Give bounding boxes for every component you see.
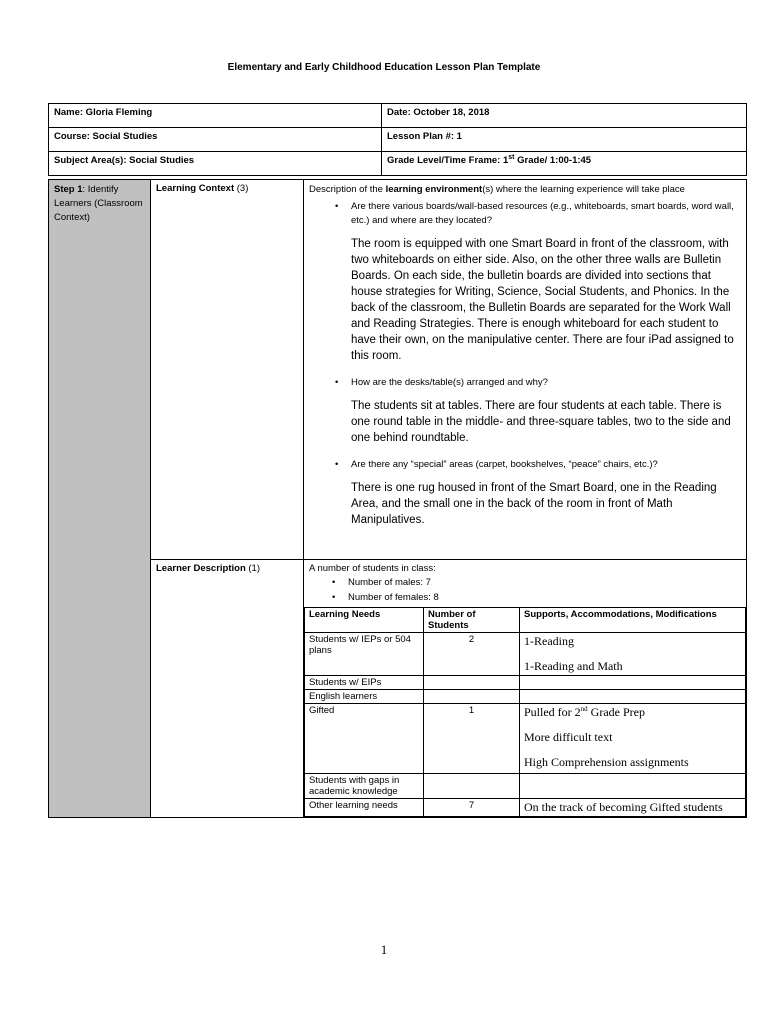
row-other-num: 7 bbox=[424, 799, 520, 817]
row-eips-num bbox=[424, 676, 520, 690]
learning-context-cell bbox=[151, 180, 304, 560]
answer-special-areas: There is one rug housed in front of the Smart Board, one in the Reading Area, and the small one in the back of the room in front of Math Manipulatives. bbox=[351, 482, 717, 526]
ieps-support-2: 1-Reading and Math bbox=[524, 659, 623, 673]
question-list-3 bbox=[309, 458, 741, 472]
row-ieps-need: Students w/ IEPs or 504 plans bbox=[305, 633, 424, 676]
question-boards: • Are there various boards/wall-based resources (e.g., whiteboards, smart boards, word wall, etc.) and where are they located? bbox=[335, 200, 741, 228]
learner-description-cell bbox=[151, 560, 304, 818]
row-gaps-num bbox=[424, 774, 520, 799]
learning-context-label: Learning Context bbox=[156, 183, 235, 194]
ieps-support-1: 1-Reading bbox=[524, 634, 574, 648]
row-english-need: English learners bbox=[305, 690, 424, 704]
males-count: • Number of males: 7 bbox=[332, 576, 746, 590]
name-cell: Name: Gloria Fleming bbox=[49, 104, 382, 128]
row-eips-supports bbox=[520, 676, 746, 690]
row-english-supports bbox=[520, 690, 746, 704]
row-ieps-num: 2 bbox=[424, 633, 520, 676]
gifted-support-3: High Comprehension assignments bbox=[524, 755, 689, 769]
learning-context-intro bbox=[309, 183, 741, 197]
row-english-num bbox=[424, 690, 520, 704]
row-other-supports: On the track of becoming Gifted students bbox=[520, 799, 746, 817]
answer-boards: The room is equipped with one Smart Board in front of the classroom, with two whiteboards on either side. Also, on the other three walls are Bulletin Boards. On each side, the bulletin boards are divided into sections that house strategies for Writing, Science, Social Students, and Phonics. In the back of the classroom, the Bulletin Boards are separated for the Work Wall and Reading Strategies. There is enough whiteboard for each student to have their own, on the manipulative center. There are four iPad assigned to this room. bbox=[351, 238, 734, 362]
header-supports: Supports, Accommodations, Modifications bbox=[520, 608, 746, 633]
step-cell bbox=[49, 180, 151, 818]
row-other-need: Other learning needs bbox=[305, 799, 424, 817]
learning-needs-table bbox=[304, 607, 746, 817]
student-count-list bbox=[304, 576, 746, 605]
row-ieps-supports bbox=[520, 633, 746, 676]
grade-sup: st bbox=[508, 153, 515, 161]
row-eips-need: Students w/ EIPs bbox=[305, 676, 424, 690]
course-cell: Course: Social Studies bbox=[49, 128, 382, 152]
learning-context-count: (3) bbox=[234, 183, 249, 194]
gifted-sup-pre: Pulled for 2 bbox=[524, 705, 581, 719]
gifted-support-2: More difficult text bbox=[524, 730, 613, 744]
row-gifted-supports bbox=[520, 704, 746, 774]
row-gifted-num: 1 bbox=[424, 704, 520, 774]
header-number-of-students: Number of Students bbox=[424, 608, 520, 633]
intro-post: (s) where the learning experience will take place bbox=[482, 184, 685, 195]
intro-bold: learning environment bbox=[385, 184, 483, 195]
student-count-intro: A number of students in class: bbox=[309, 563, 436, 574]
grade-prefix: Grade Level/Time Frame: 1 bbox=[387, 155, 509, 166]
step-description: : Identify Learners (Classroom Context) bbox=[54, 184, 143, 223]
row-gaps-supports bbox=[520, 774, 746, 799]
learner-description-label: Learner Description bbox=[156, 563, 246, 574]
page-number: 1 bbox=[380, 942, 388, 957]
learner-description-content bbox=[304, 560, 747, 818]
question-list-1 bbox=[309, 200, 741, 228]
question-list-2 bbox=[309, 376, 741, 390]
gifted-sup: nd bbox=[580, 705, 588, 713]
step-label: Step 1 bbox=[54, 184, 83, 195]
date-cell: Date: October 18, 2018 bbox=[382, 104, 747, 128]
grade-cell bbox=[382, 152, 747, 176]
lesson-plan-cell: Lesson Plan #: 1 bbox=[382, 128, 747, 152]
gifted-sup-post: Grade Prep bbox=[587, 705, 645, 719]
row-gifted-need: Gifted bbox=[305, 704, 424, 774]
info-table bbox=[48, 103, 747, 176]
lesson-plan-table bbox=[48, 179, 747, 818]
answer-desks: The students sit at tables. There are four students at each table. There is one round table in the middle- and three-square tables, two to the side and one behind roundtable. bbox=[351, 400, 731, 444]
gifted-support-1 bbox=[524, 705, 741, 720]
header-learning-needs: Learning Needs bbox=[305, 608, 424, 633]
row-gaps-need: Students with gaps in academic knowledge bbox=[305, 774, 424, 799]
females-count: • Number of females: 8 bbox=[332, 591, 746, 605]
subject-cell: Subject Area(s): Social Studies bbox=[49, 152, 382, 176]
intro-pre: Description of the bbox=[309, 184, 386, 195]
question-special-areas: • Are there any “special” areas (carpet, bookshelves, “peace” chairs, etc.)? bbox=[335, 458, 741, 472]
learner-description-count: (1) bbox=[245, 563, 260, 574]
grade-suffix: Grade/ 1:00-1:45 bbox=[514, 155, 592, 166]
learning-context-content bbox=[304, 180, 747, 560]
document-title: Elementary and Early Childhood Education Lesson Plan Template bbox=[227, 62, 541, 73]
question-desks: • How are the desks/table(s) arranged and why? bbox=[335, 376, 741, 390]
